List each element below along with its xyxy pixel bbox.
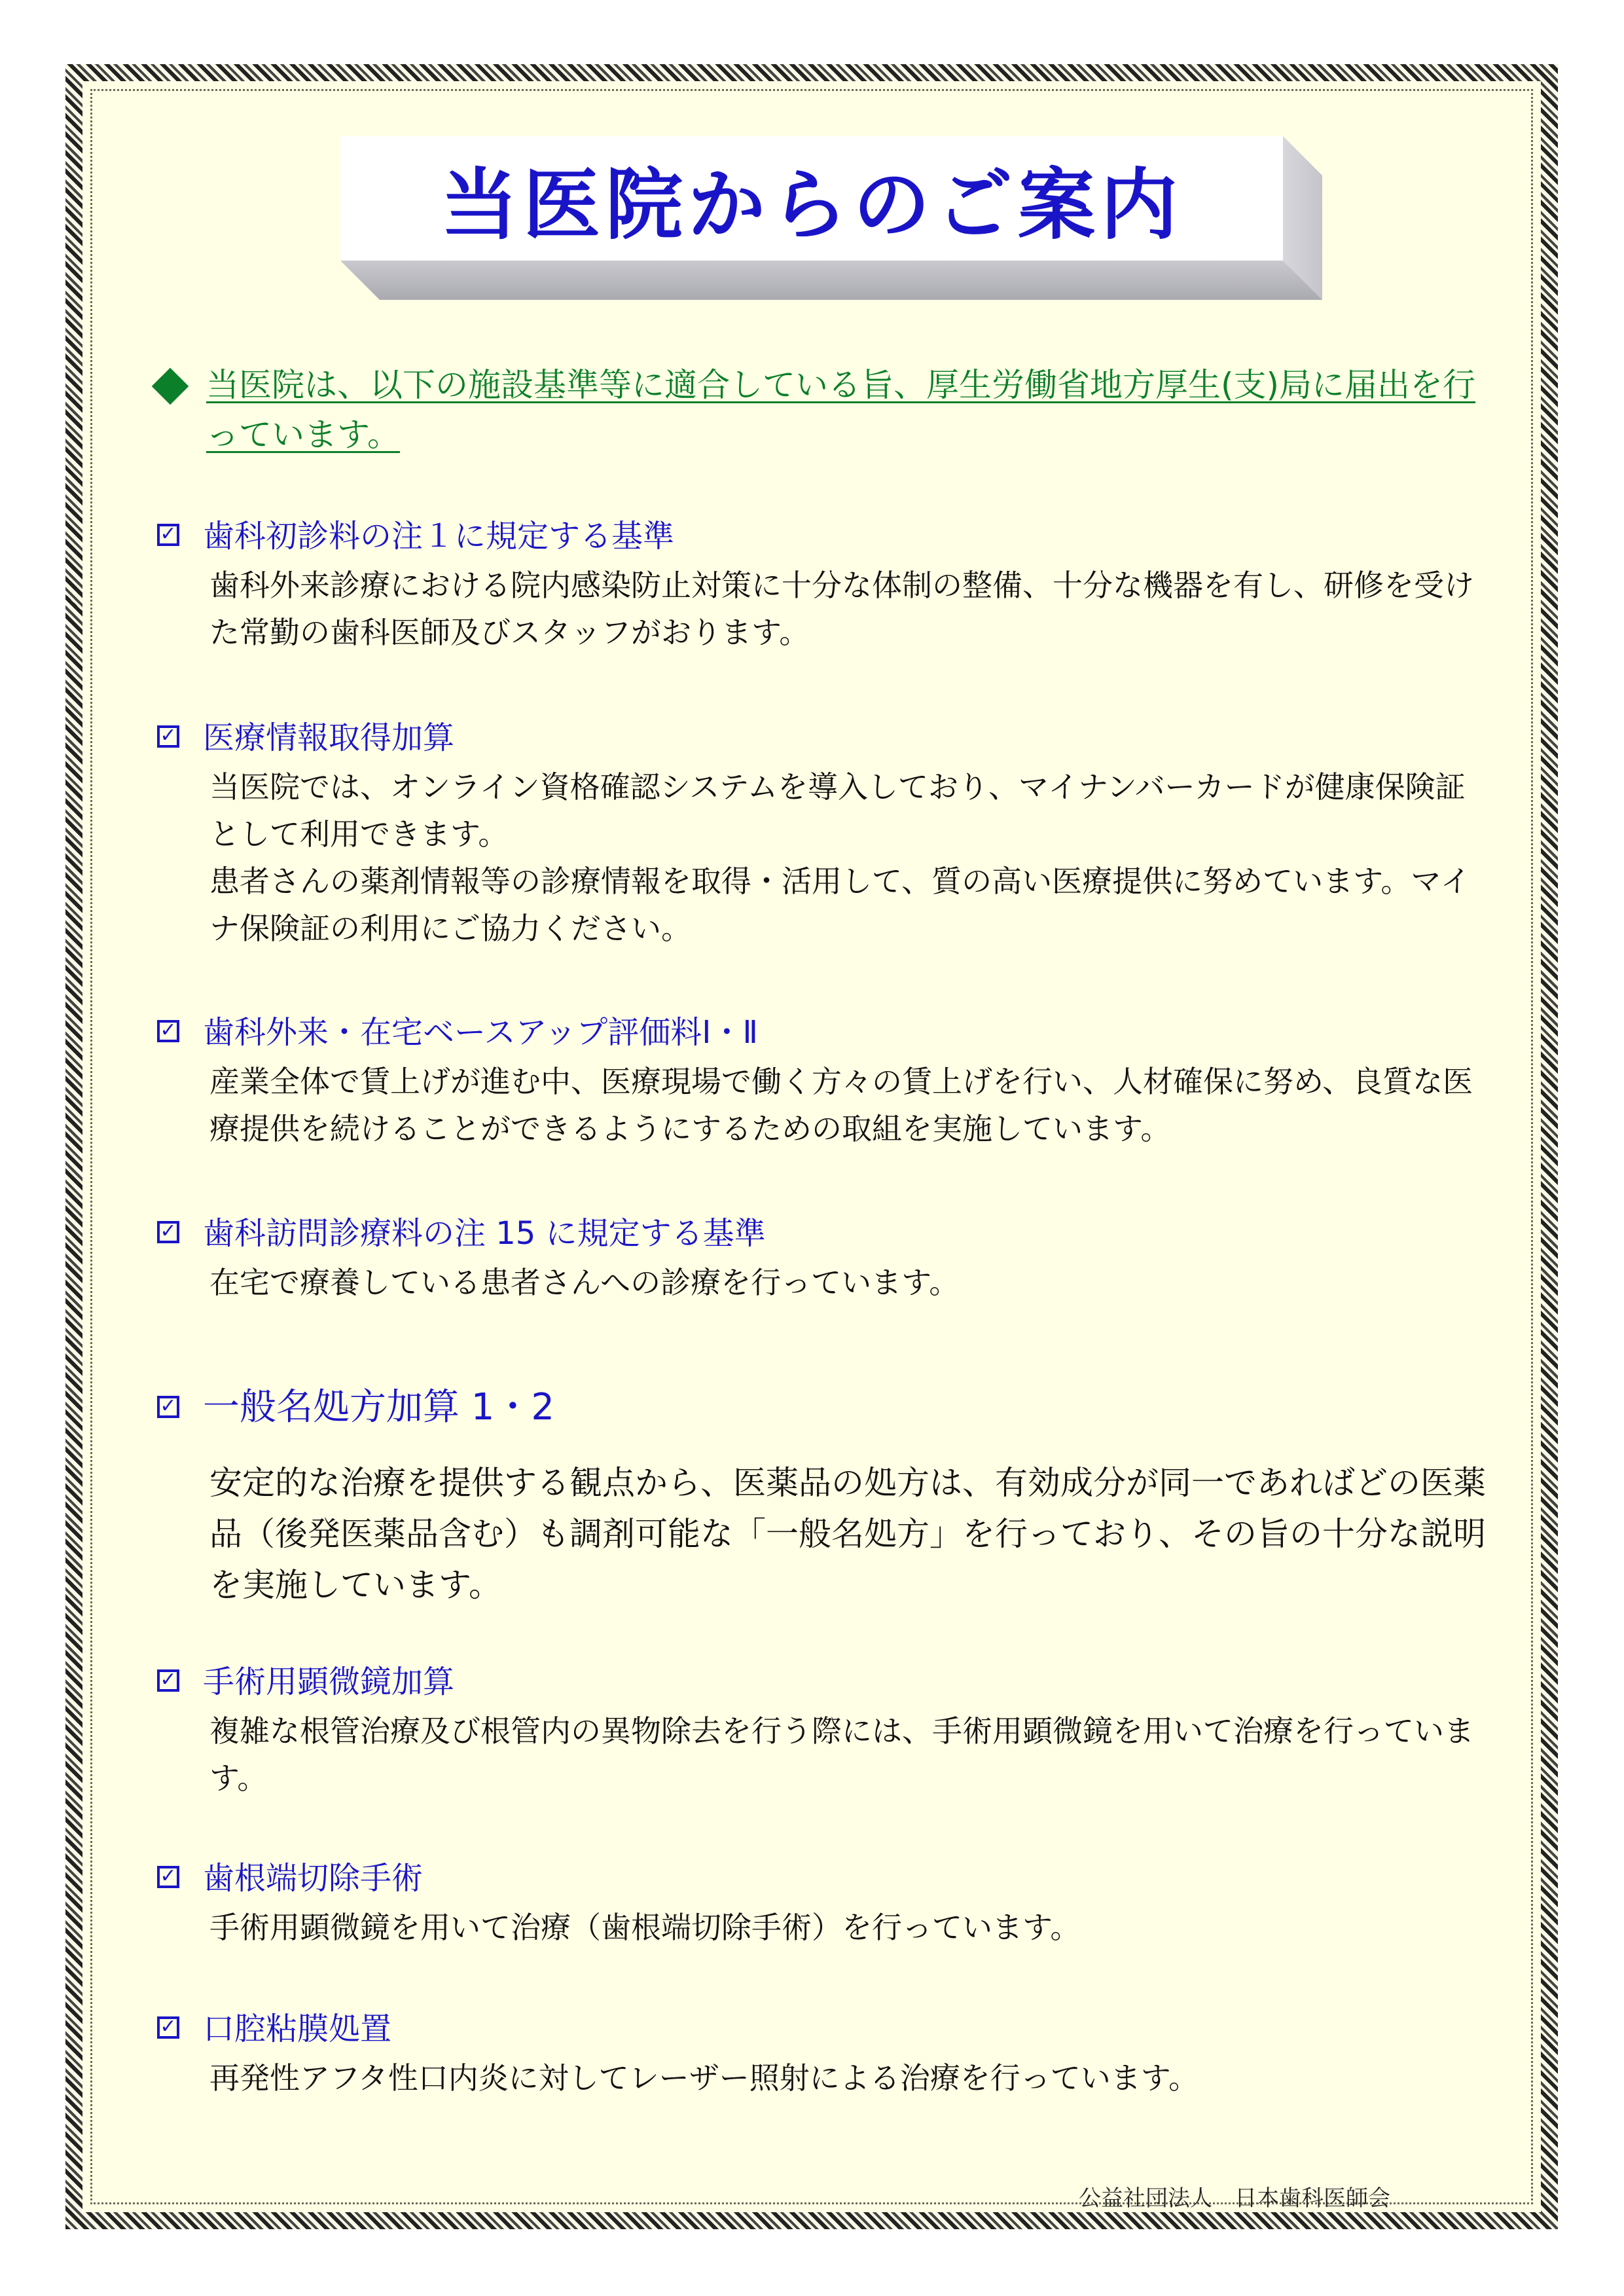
intro-text: 当医院は、以下の施設基準等に適合している旨、厚生労働省地方厚生(支)局に届出を行っています。: [206, 366, 1476, 454]
section-heading: 手術用顕微鏡加算: [203, 1664, 455, 1700]
section-body: [209, 2054, 1492, 2102]
section-heading: 歯科外来・在宅ベースアップ評価料Ⅰ・Ⅱ: [203, 1014, 759, 1051]
section-paragraph: 在宅で療養している患者さんへの診療を行っています。: [209, 1265, 960, 1300]
section-paragraph: 歯科外来診療における院内感染防止対策に十分な体制の整備、十分な機器を有し、研修を受けた常勤の歯科医師及びスタッフがおります。: [209, 568, 1474, 650]
checkbox-checked-icon: ✓: [157, 1020, 179, 1042]
section-body: [209, 1058, 1492, 1152]
section-paragraph: 患者さんの薬剤情報等の診療情報を取得・活用して、質の高い医療提供に努めています。マイナ保険証の利用にご協力ください。: [209, 864, 1471, 946]
section-body: [209, 1259, 1492, 1306]
checkbox-checked-icon: ✓: [157, 2016, 179, 2039]
checkbox-checked-icon: ✓: [157, 1221, 179, 1243]
footer-publisher: 公益社団法人 日本歯科医師会: [1079, 2185, 1390, 2212]
section-heading: 歯科訪問診療料の注 15 に規定する基準: [203, 1215, 766, 1252]
section-paragraph: 複雑な根管治療及び根管内の異物除去を行う際には、手術用顕微鏡を用いて治療を行っています。: [209, 1713, 1474, 1796]
checkbox-checked-icon: ✓: [157, 1396, 179, 1418]
checkbox-checked-icon: ✓: [157, 524, 179, 546]
section-body: [209, 1904, 1492, 1951]
section-body: [209, 562, 1492, 656]
section-paragraph: 再発性アフタ性口内炎に対してレーザー照射による治療を行っています。: [209, 2060, 1199, 2096]
section-paragraph: 当医院では、オンライン資格確認システムを導入しており、マイナンバーカードが健康保険証として利用できます。: [209, 769, 1466, 852]
title-banner: [340, 136, 1283, 300]
section-paragraph: 安定的な治療を提供する観点から、医薬品の処方は、有効成分が同一であればどの医薬品（後発医薬品含む）も調剤可能な「一般名処方」を行っており、その旨の十分な説明を実施しています。: [209, 1464, 1486, 1604]
section-body: [209, 1707, 1492, 1802]
section-heading: 歯科初診料の注１に規定する基準: [203, 518, 675, 555]
checkbox-checked-icon: ✓: [157, 1669, 179, 1692]
section-body: [209, 1457, 1492, 1611]
section-heading: 歯根端切除手術: [203, 1860, 424, 1897]
checkbox-checked-icon: ✓: [157, 1866, 179, 1888]
section-paragraph: 産業全体で賃上げが進む中、医療現場で働く方々の賃上げを行い、人材確保に努め、良質な医療提供を続けることができるようにするための取組を実施しています。: [209, 1064, 1473, 1146]
section-heading: 一般名処方加算 1・2: [203, 1386, 555, 1429]
title-banner-bottom-shadow: [340, 261, 1322, 300]
section-body: [209, 763, 1492, 952]
title-box: [340, 136, 1283, 261]
page-title: 当医院からのご案内: [440, 160, 1183, 250]
checkbox-checked-icon: ✓: [157, 725, 179, 748]
section-heading: 医療情報取得加算: [203, 720, 455, 756]
section-paragraph: 手術用顕微鏡を用いて治療（歯根端切除手術）を行っています。: [209, 1910, 1081, 1945]
section-heading: 口腔粘膜処置: [203, 2011, 392, 2047]
